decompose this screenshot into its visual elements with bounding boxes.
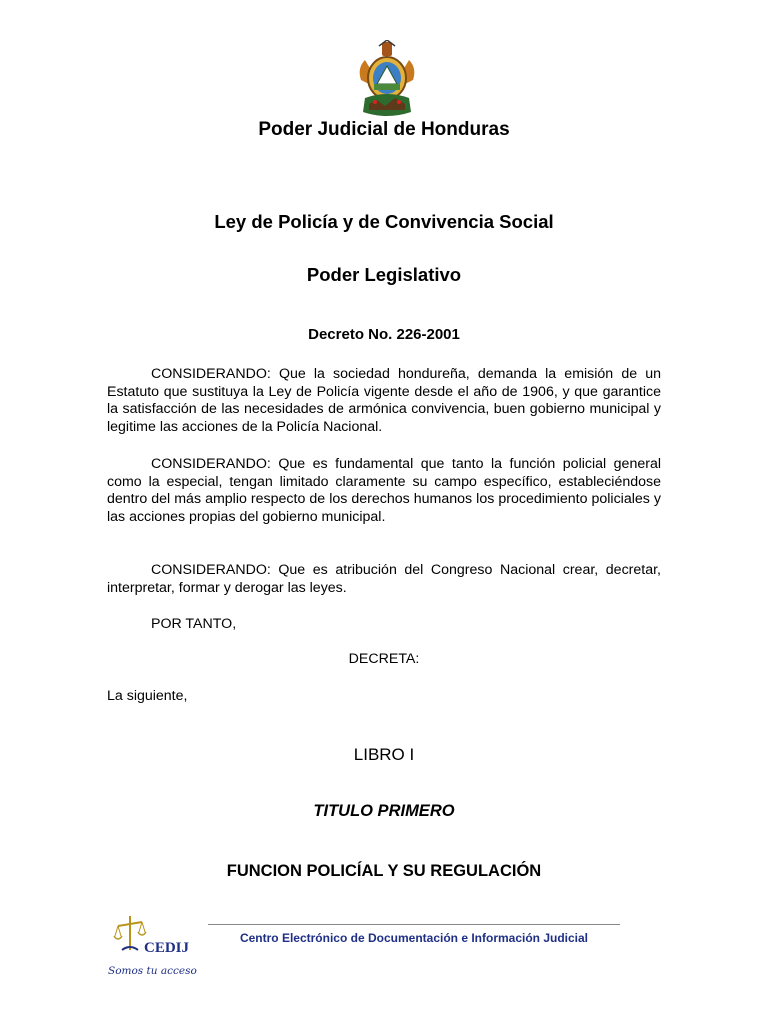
funcion-heading: FUNCION POLICÍAL Y SU REGULACIÓN	[226, 862, 542, 880]
paragraph-text: CONSIDERANDO: Que la sociedad hondureña, demanda la emisión de un Estatuto que sustituya la Ley de Policía vigente desde el año de 1906, y que garantice la satisfacción de las necesidades de armónica convivencia, buen gobierno municipal y legitime las acciones de la Policía Nacional.	[107, 366, 661, 435]
cedij-logo-tagline: Somos tu acceso	[108, 965, 197, 977]
institution-title: Poder Judicial de Honduras	[258, 119, 510, 140]
considerando-paragraph-2	[107, 456, 661, 526]
cedij-logo-icon	[108, 912, 212, 980]
document-title: Ley de Policía y de Convivencia Social	[214, 211, 554, 232]
honduras-coat-of-arms-icon	[355, 40, 419, 120]
titulo-heading: TITULO PRIMERO	[313, 802, 455, 820]
por-tanto: POR TANTO,	[151, 616, 237, 632]
footer-divider	[208, 924, 620, 925]
decreta: DECRETA:	[348, 651, 420, 667]
considerando-paragraph-3	[107, 562, 661, 597]
libro-heading: LIBRO I	[353, 745, 415, 764]
paragraph-text: CONSIDERANDO: Que es atribución del Congreso Nacional crear, decretar, interpretar, formar y derogar las leyes.	[107, 562, 661, 596]
cedij-logo-name: CEDIJ	[144, 940, 190, 956]
considerando-paragraph-1	[107, 366, 661, 436]
branch-heading: Poder Legislativo	[306, 264, 462, 285]
paragraph-text: CONSIDERANDO: Que es fundamental que tanto la función policial general como la especial, tengan limitado claramente su campo específico, estableciéndose dentro del más amplio respecto de los derechos humanos los procedimiento policiales y las acciones propias del gobierno municipal.	[107, 456, 661, 525]
decree-number: Decreto No. 226-2001	[308, 326, 460, 343]
la-siguiente: La siguiente,	[107, 688, 188, 704]
footer-center-text: Centro Electrónico de Documentación e Información Judicial	[239, 931, 589, 945]
